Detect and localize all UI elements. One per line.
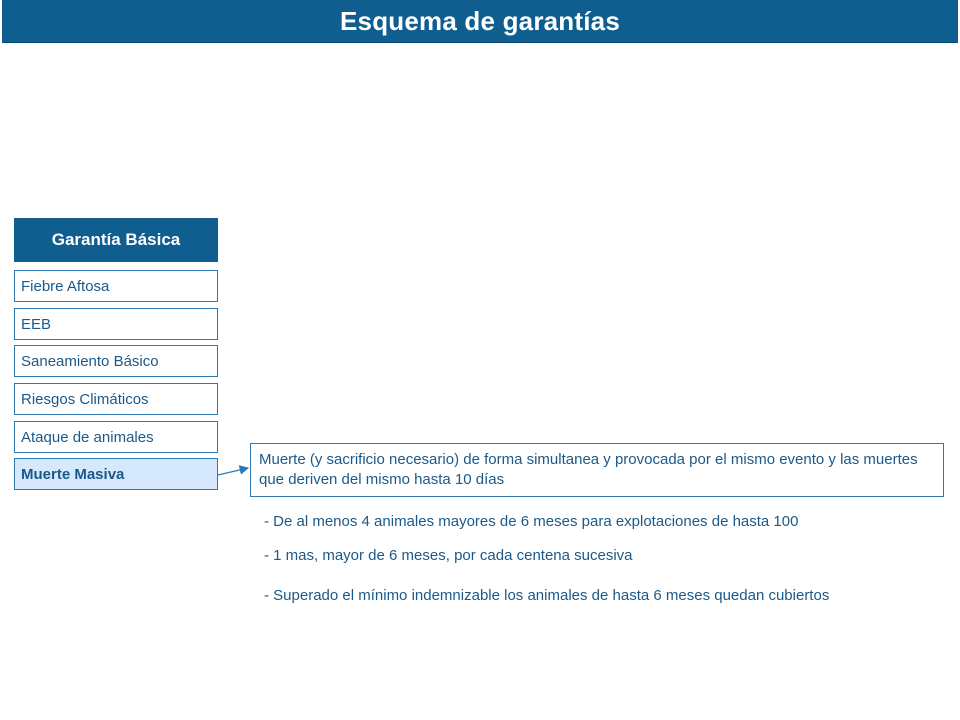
item-label: Ataque de animales <box>21 428 154 446</box>
item-eeb[interactable] <box>14 308 218 340</box>
description-text: Muerte (y sacrificio necesario) de forma simultanea y provocada por el mismo evento y las muertes que deriven del mismo hasta 10 días <box>259 451 918 488</box>
title-bar <box>2 0 958 43</box>
bullet-item: - De al menos 4 animales mayores de 6 meses para explotaciones de hasta 100 <box>264 513 799 530</box>
page-title: Esquema de garantías <box>340 5 620 36</box>
item-ataque-de-animales[interactable] <box>14 421 218 453</box>
item-saneamiento-basico[interactable] <box>14 345 218 377</box>
bullet-item: - 1 mas, mayor de 6 meses, por cada centena sucesiva <box>264 547 633 564</box>
item-fiebre-aftosa[interactable] <box>14 270 218 302</box>
garantia-basica-label: Garantía Básica <box>51 230 181 249</box>
item-muerte-masiva[interactable] <box>14 458 218 490</box>
item-label: Saneamiento Básico <box>21 352 159 370</box>
item-label: EEB <box>21 315 52 333</box>
description-box <box>250 443 944 497</box>
bullet-item: - Superado el mínimo indemnizable los animales de hasta 6 meses quedan cubiertos <box>264 587 830 604</box>
item-riesgos-climaticos[interactable] <box>14 383 218 415</box>
garantia-basica-header <box>14 218 218 262</box>
item-label: Fiebre Aftosa <box>21 277 110 295</box>
item-label-active: Muerte Masiva <box>21 465 125 483</box>
connector-line <box>218 468 248 475</box>
item-label: Riesgos Climáticos <box>21 390 149 408</box>
